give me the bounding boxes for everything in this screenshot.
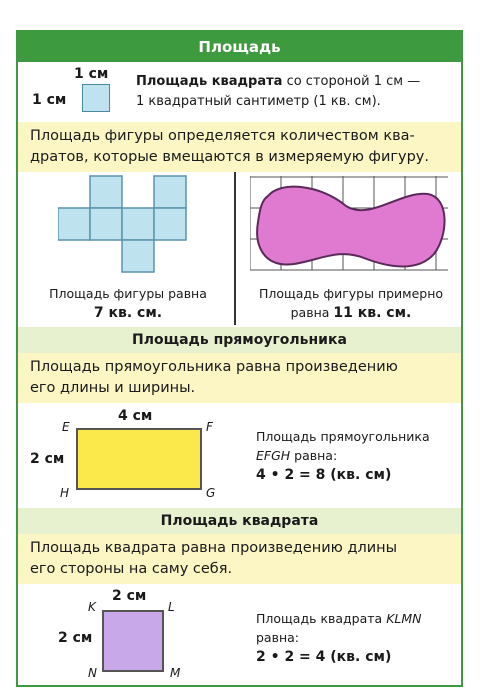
rectangle-height-label: 2 см <box>30 451 65 467</box>
area-card <box>16 30 463 687</box>
rectangle-rule-line2: его длины и ширины. <box>30 380 196 396</box>
left-figure-value: 7 кв. см. <box>93 305 163 321</box>
square-top-label: 2 см <box>112 588 147 604</box>
vertex-l: L <box>168 600 175 614</box>
vertex-n: N <box>88 666 97 680</box>
vertex-m: M <box>170 666 181 680</box>
square-rule-line1: Площадь квадрата равна произведению длины <box>30 540 398 556</box>
cell-6 <box>154 208 186 240</box>
rectangle-desc-name: EFGH <box>256 448 291 463</box>
left-figure-caption-line1: Площадь фигуры равна <box>49 286 207 301</box>
intro-line2: дратов, которые вмещаются в измеряемую фигуру. <box>30 149 429 165</box>
right-figure-caption-prefix: равна <box>290 305 334 320</box>
square-klmn <box>102 610 164 672</box>
square-heading: Площадь квадрата <box>160 513 319 529</box>
left-figure-grid <box>58 174 200 276</box>
square-desc-line2: равна: <box>256 630 300 645</box>
irregular-shape <box>257 187 444 267</box>
right-figure-value: 11 кв. см. <box>333 305 412 321</box>
rectangle-formula: 4 • 2 = 8 (кв. см) <box>256 467 392 483</box>
cell-5 <box>122 208 154 240</box>
square-description <box>256 609 421 667</box>
square-left-label: 2 см <box>58 630 93 646</box>
rectangle-description <box>256 427 430 485</box>
vertex-h: H <box>60 486 70 500</box>
unit-square-def-line2: 1 квадратный сантиметр (1 кв. см). <box>136 94 381 109</box>
square-rule-line2: его стороны на саму себя. <box>30 561 233 577</box>
rectangle-heading: Площадь прямоугольника <box>132 332 347 348</box>
figure-divider <box>234 172 236 325</box>
unit-square-side-label: 1 см <box>32 92 67 108</box>
right-figure-grid <box>250 176 450 272</box>
right-figure-caption <box>238 284 463 323</box>
rectangle-heading-band <box>18 327 461 353</box>
cell-3 <box>58 208 90 240</box>
rectangle-rule-line1: Площадь прямоугольника равна произведению <box>30 359 398 375</box>
cell-2 <box>154 176 186 208</box>
square-rule-band <box>18 534 461 584</box>
vertex-k: K <box>88 600 96 614</box>
vertex-g: G <box>206 486 216 500</box>
unit-square-definition <box>136 72 420 112</box>
square-desc-name: KLMN <box>386 611 422 626</box>
rectangle-width-label: 4 см <box>118 408 153 424</box>
unit-square-def-rest: со стороной 1 см — <box>282 74 421 89</box>
header-title: Площадь <box>198 38 281 56</box>
square-desc-prefix: Площадь квадрата <box>256 611 387 626</box>
unit-square-top-label: 1 см <box>74 66 109 82</box>
unit-square-def-bold: Площадь квадрата <box>136 74 283 89</box>
unit-square <box>82 84 110 112</box>
square-heading-band <box>18 508 461 534</box>
cell-4 <box>90 208 122 240</box>
header-band <box>18 32 461 62</box>
right-figure-caption-line1: Площадь фигуры примерно <box>258 286 444 301</box>
vertex-f: F <box>206 420 213 434</box>
rectangle-efgh <box>76 428 202 490</box>
cell-7 <box>122 240 154 272</box>
intro-line1: Площадь фигуры определяется количеством ква- <box>30 128 415 144</box>
square-formula: 2 • 2 = 4 (кв. см) <box>256 649 392 665</box>
rectangle-desc-rest: равна: <box>290 448 338 463</box>
rectangle-rule-band <box>18 353 461 403</box>
cell-1 <box>90 176 122 208</box>
vertex-e: E <box>62 420 70 434</box>
left-figure-caption <box>22 284 234 323</box>
rectangle-desc-line1: Площадь прямоугольника <box>256 429 430 444</box>
intro-band <box>18 122 461 172</box>
